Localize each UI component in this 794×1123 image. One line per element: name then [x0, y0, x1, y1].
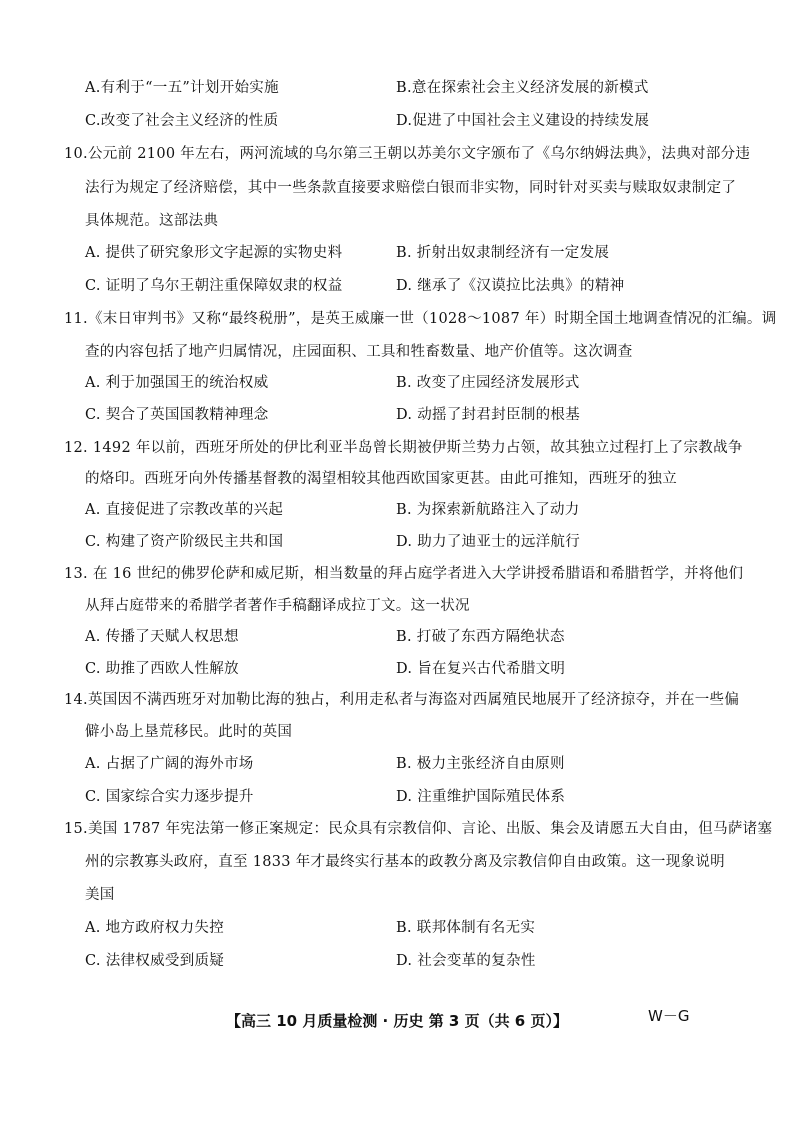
page-footer: 【高三 10 月质量检测 · 历史 第 3 页（共 6 页）】 — [226, 1012, 568, 1030]
q15-stem-line-3: 美国 — [85, 887, 115, 903]
q15-stem-line-1: 15.美国 1787 年宪法第一修正案规定：民众具有宗教信仰、言论、出版、集会及请愿五大自由，但马萨诸塞 — [64, 821, 773, 837]
q15-option-c: C. 法律权威受到质疑 — [85, 953, 225, 969]
q11-option-d: D. 动摇了封君封臣制的根基 — [396, 407, 581, 423]
q13-option-a: A. 传播了天赋人权思想 — [85, 629, 239, 645]
q12-option-d: D. 助力了迪亚士的远洋航行 — [396, 534, 581, 550]
q13-option-c: C. 助推了西欧人性解放 — [85, 661, 239, 677]
q13-option-b: B. 打破了东西方隔绝状态 — [396, 629, 565, 645]
q10-stem-line-2: 法行为规定了经济赔偿，其中一些条款直接要求赔偿白银而非实物，同时针对买卖与赎取奴隶制定了 — [85, 180, 737, 196]
q11-option-a: A. 利于加强国王的统治权威 — [85, 375, 269, 391]
q10-option-b: B. 折射出奴隶制经济有一定发展 — [396, 245, 610, 261]
q14-option-d: D. 注重维护国际殖民体系 — [396, 789, 566, 805]
q12-option-a: A. 直接促进了宗教改革的兴起 — [85, 502, 284, 518]
q14-option-c: C. 国家综合实力逐步提升 — [85, 789, 254, 805]
q13-option-d: D. 旨在复兴古代希腊文明 — [396, 661, 566, 677]
q12-option-b: B. 为探索新航路注入了动力 — [396, 502, 580, 518]
q10-stem-line-1: 10.公元前 2100 年左右，两河流域的乌尔第三王朝以苏美尔文字颁布了《乌尔纳姆法典》，法典对部分违 — [64, 146, 751, 162]
q9-option-d: D.促进了中国社会主义建设的持续发展 — [396, 113, 650, 129]
paper-code: W－G — [648, 1007, 690, 1025]
q15-option-b: B. 联邦体制有名无实 — [396, 920, 536, 936]
q13-stem-line-1: 13. 在 16 世纪的佛罗伦萨和威尼斯，相当数量的拜占庭学者进入大学讲授希腊语和希腊哲学，并将他们 — [64, 566, 744, 582]
q14-option-a: A. 占据了广阔的海外市场 — [85, 756, 254, 772]
q15-stem-line-2: 州的宗教寡头政府，直至 1833 年才最终实行基本的政教分离及宗教信仰自由政策。这一现象说明 — [85, 854, 725, 870]
q11-stem-line-1: 11.《末日审判书》又称“最终税册”，是英王威廉一世（1028～1087 年）时期全国土地调查情况的汇编。调 — [64, 311, 777, 327]
q10-option-d: D. 继承了《汉谟拉比法典》的精神 — [396, 278, 625, 294]
q14-stem-line-1: 14.英国因不满西班牙对加勒比海的独占，利用走私者与海盗对西属殖民地展开了经济掠夺，并在一些偏 — [64, 692, 740, 708]
q15-option-a: A. 地方政府权力失控 — [85, 920, 224, 936]
q12-option-c: C. 构建了资产阶级民主共和国 — [85, 534, 284, 550]
q9-option-a: A.有利于“一五”计划开始实施 — [85, 80, 279, 96]
q10-option-c: C. 证明了乌尔王朝注重保障奴隶的权益 — [85, 278, 343, 294]
q12-stem-line-1: 12. 1492 年以前，西班牙所处的伊比利亚半岛曾长期被伊斯兰势力占领，故其独立过程打上了宗教战争 — [64, 440, 743, 456]
q11-option-b: B. 改变了庄园经济发展形式 — [396, 375, 580, 391]
q14-stem-line-2: 僻小岛上垦荒移民。此时的英国 — [85, 724, 293, 740]
q9-option-b: B.意在探索社会主义经济发展的新模式 — [396, 80, 649, 96]
q15-option-d: D. 社会变革的复杂性 — [396, 953, 536, 969]
q10-stem-line-3: 具体规范。这部法典 — [85, 213, 219, 229]
q11-option-c: C. 契合了英国国教精神理念 — [85, 407, 269, 423]
q14-option-b: B. 极力主张经济自由原则 — [396, 756, 565, 772]
q13-stem-line-2: 从拜占庭带来的希腊学者著作手稿翻译成拉丁文。这一状况 — [85, 598, 470, 614]
q12-stem-line-2: 的烙印。西班牙向外传播基督教的渴望相较其他西欧国家更甚。由此可推知，西班牙的独立 — [85, 471, 677, 487]
q11-stem-line-2: 查的内容包括了地产归属情况，庄园面积、工具和牲畜数量、地产价值等。这次调查 — [85, 344, 633, 360]
q10-option-a: A. 提供了研究象形文字起源的实物史料 — [85, 245, 343, 261]
q9-option-c: C.改变了社会主义经济的性质 — [85, 113, 279, 129]
